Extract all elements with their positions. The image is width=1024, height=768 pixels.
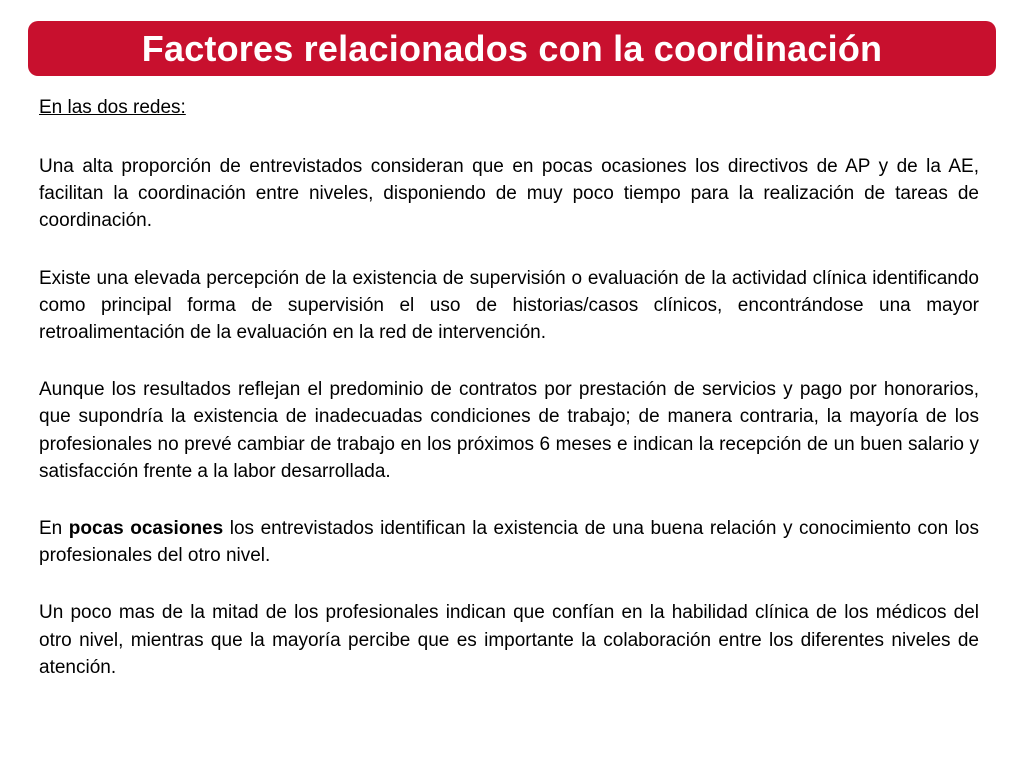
paragraph-relacion xyxy=(39,515,979,569)
paragraph-relacion-emphasis: pocas ocasiones xyxy=(68,518,224,540)
paragraph-directivos: Una alta proporción de entrevistados consideran que en pocas ocasiones los directivos de AP y de la AE, facilitan la coordinación entre niveles, disponiendo de muy poco tiempo para la realización de tareas de coordinación. xyxy=(39,156,979,232)
section-subheading: En las dos redes: xyxy=(39,97,186,118)
slide-title: Factores relacionados con la coordinación xyxy=(141,27,883,69)
paragraph-relacion-start: En xyxy=(39,518,69,540)
paragraph-relacion-end: los entrevistados identifican la existencia de una buena relación y conocimiento con los profesionales del otro nivel. xyxy=(39,518,979,567)
paragraph-supervision: Existe una elevada percepción de la existencia de supervisión o evaluación de la actividad clínica identificando como principal forma de supervisión el uso de historias/casos clínicos, encontrándose una mayor retroalimentación de la evaluación en la red de intervención. xyxy=(39,267,979,344)
paragraph-confianza: Un poco mas de la mitad de los profesionales indican que confían en la habilidad clínica de los médicos del otro nivel, mientras que la mayoría percibe que es importante la colaboración entre los diferentes niveles de atención. xyxy=(39,602,979,678)
paragraph-contratos: Aunque los resultados reflejan el predominio de contratos por prestación de servicios y pago por honorarios, que supondría la existencia de inadecuadas condiciones de trabajo; de manera contraria, la mayoría de los profesionales no prevé cambiar de trabajo en los próximos 6 meses e indican la recepción de un buen salario y satisfacción frente a la labor desarrollada. xyxy=(39,379,979,482)
slide-body xyxy=(39,94,979,711)
title-bar xyxy=(28,21,996,76)
